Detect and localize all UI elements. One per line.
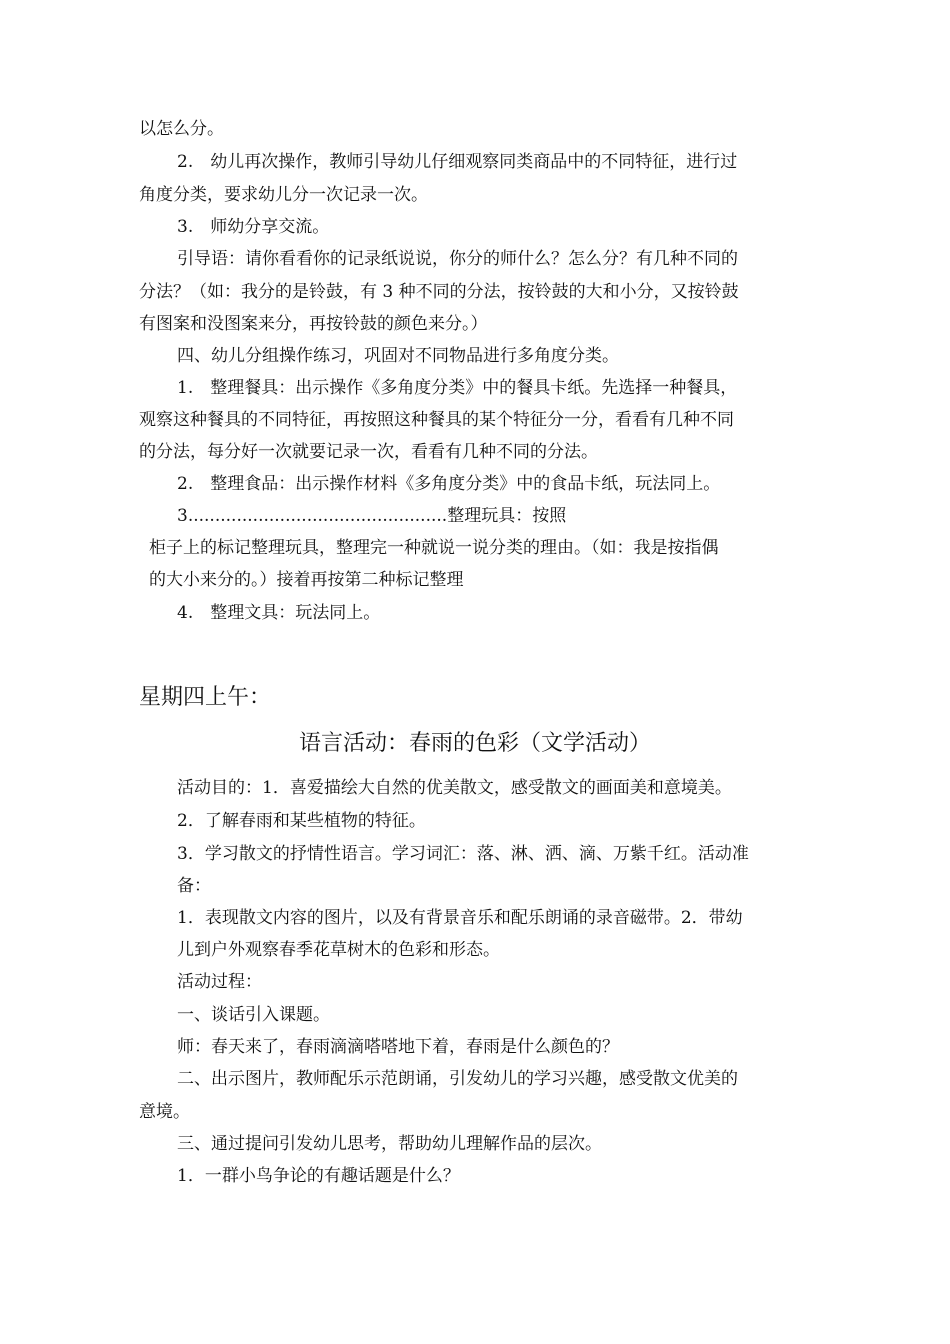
text-line: 有图案和没图案来分，再按铃鼓的颜色来分。） (139, 314, 488, 334)
text-line: 一、谈话引入课题。 (177, 1005, 330, 1025)
text-line: 1．一群小鸟争论的有趣话题是什么？ (177, 1166, 460, 1186)
text-line: 分法？（如：我分的是铃鼓，有 3 种不同的分法，按铃鼓的大和小分，又按铃鼓 (139, 282, 739, 302)
text-line: 三、通过提问引发幼儿思考，帮助幼儿理解作品的层次。 (177, 1134, 602, 1154)
text-line: 引导语：请你看看你的记录纸说说，你分的师什么？怎么分？有几种不同的 (177, 249, 738, 269)
text-line: 活动目的：1．喜爱描绘大自然的优美散文，感受散文的画面美和意境美。 (177, 778, 732, 798)
text-line: 备： (177, 876, 211, 896)
text-line: 的大小来分的。）接着再按第二种标记整理 (149, 570, 464, 590)
text-line: 观察这种餐具的不同特征，再按照这种餐具的某个特征分一分，看看有几种不同 (139, 410, 734, 430)
activity-title: 语言活动：春雨的色彩（文学活动） (298, 731, 651, 756)
text-line: 二、出示图片，教师配乐示范朗诵，引发幼儿的学习兴趣，感受散文优美的 (177, 1069, 738, 1089)
text-line: 4. 整理文具：玩法同上。 (177, 603, 381, 623)
text-line: 四、幼儿分组操作练习，巩固对不同物品进行多角度分类。 (177, 346, 619, 366)
text-line: 师：春天来了，春雨滴滴嗒嗒地下着，春雨是什么颜色的？ (177, 1037, 619, 1057)
day-heading: 星期四上午： (139, 685, 272, 710)
text-line: 3．学习散文的抒情性语言。学习词汇：落、淋、洒、滴、万紫千红。活动准 (177, 844, 749, 864)
text-line: 意境。 (139, 1102, 190, 1122)
text-line: 柜子上的标记整理玩具，整理完一种就说一说分类的理由。（如：我是按指偶 (149, 538, 719, 558)
text-line: 2. 幼儿再次操作，教师引导幼儿仔细观察同类商品中的不同特征，进行过 (177, 152, 738, 172)
text-line: 2. 整理食品：出示操作材料《多角度分类》中的食品卡纸，玩法同上。 (177, 474, 721, 494)
text-line: 角度分类，要求幼儿分一次记录一次。 (139, 185, 428, 205)
text-line: 活动过程： (177, 972, 262, 992)
text-line: 的分法，每分好一次就要记录一次，看看有几种不同的分法。 (139, 442, 598, 462)
text-line: 1. 整理餐具：出示操作《多角度分类》中的餐具卡纸。先选择一种餐具， (177, 378, 738, 398)
text-line: 3. 师幼分享交流。 (177, 217, 330, 237)
text-line: 以怎么分。 (139, 119, 224, 139)
text-line: 1．表现散文内容的图片，以及有背景音乐和配乐朗诵的录音磁带。2．带幼 (177, 908, 743, 928)
text-line: 儿到户外观察春季花草树木的色彩和形态。 (177, 940, 500, 960)
text-line: 2．了解春雨和某些植物的特征。 (177, 811, 426, 831)
text-line: 3................................................整理玩具：按照 (177, 506, 567, 526)
